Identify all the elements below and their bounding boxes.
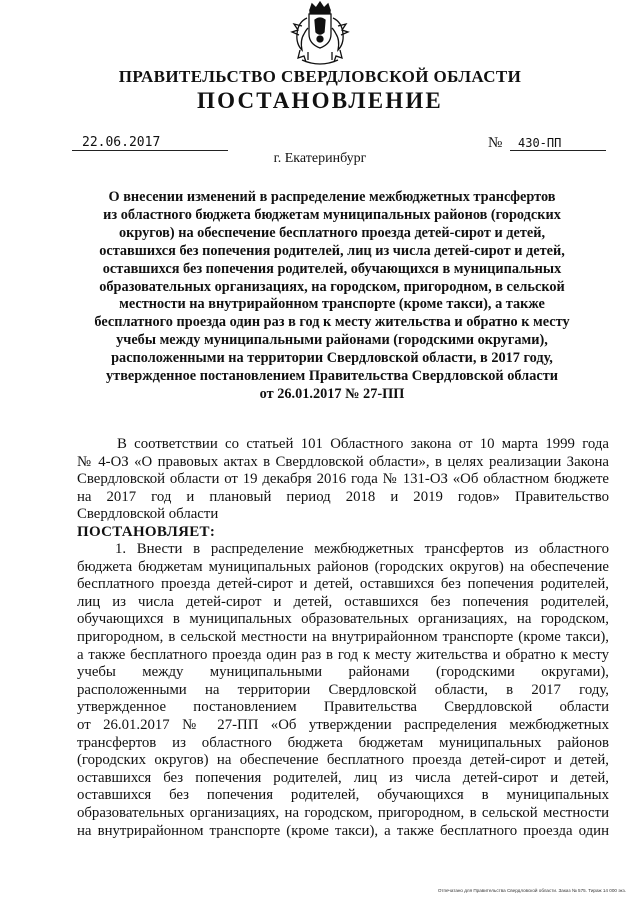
paragraph-line: Свердловской области bbox=[77, 506, 219, 523]
paragraph-line: а также бесплатного проезда один раз в год к месту жительства и обратно к месту bbox=[77, 646, 609, 663]
preamble-paragraph bbox=[77, 436, 609, 524]
heading-line: образовательных организациях, на городском, пригородном, в сельской bbox=[99, 278, 565, 295]
paragraph-line: оставшихся без попечения родителей, обучающихся в муниципальных bbox=[77, 787, 609, 804]
print-footer: Отпечатано для Правительства Свердловской области. Заказ № 575. Тираж 14 000 экз. bbox=[437, 888, 626, 893]
paragraph-line: бюджета бюджетам муниципальных районов (городских округов) на обеспечение bbox=[77, 558, 609, 575]
coat-of-arms-icon bbox=[288, 0, 352, 68]
number-label: № bbox=[488, 135, 503, 151]
city: г. Екатеринбург bbox=[273, 151, 367, 166]
document-type: ПОСТАНОВЛЕНИЕ bbox=[197, 88, 443, 113]
paragraph-line: расположенными на территории Свердловской области, в 2017 году, bbox=[77, 681, 609, 698]
item-1-paragraph bbox=[77, 541, 609, 840]
heading-line: бесплатного проезда один раз в год к месту жительства и обратно к месту bbox=[94, 314, 570, 331]
paragraph-line: от 26.01.2017 № 27-ПП «Об утверждении распределения межбюджетных bbox=[77, 716, 609, 733]
document-number: 430-ПП bbox=[510, 135, 606, 151]
paragraph-line: 1. Внести в распределение межбюджетных трансфертов из областного bbox=[115, 541, 609, 557]
paragraph-line: В соответствии со статьей 101 Областного закона от 10 марта 1999 года bbox=[117, 436, 609, 452]
government-title: ПРАВИТЕЛЬСТВО СВЕРДЛОВСКОЙ ОБЛАСТИ bbox=[118, 67, 522, 86]
heading-line: расположенными на территории Свердловской области, в 2017 году, bbox=[111, 350, 553, 367]
heading-line: оставшихся без попечения родителей, лиц из числа детей-сирот и детей, bbox=[99, 242, 565, 259]
heading-line: округов) на обеспечение бесплатного проезда детей-сирот и детей, bbox=[118, 224, 546, 241]
paragraph-line: образовательных организациях, на городском, пригородном, в сельской местности bbox=[77, 804, 609, 821]
heading-line: О внесении изменений в распределение межбюджетных трансфертов bbox=[108, 189, 556, 205]
paragraph-line: трансфертов из областного бюджета бюджетам муниципальных районов bbox=[77, 734, 609, 751]
paragraph-line: пригородном, в сельской местности на внутрирайонном транспорте (кроме такси), bbox=[77, 628, 609, 645]
heading-line: оставшихся без попечения родителей, обучающихся в муниципальных bbox=[102, 260, 562, 277]
resolves-heading: ПОСТАНОВЛЯЕТ: bbox=[77, 524, 216, 540]
paragraph-line: оставшихся без попечения родителей, лиц из числа детей-сирот и детей, bbox=[77, 769, 609, 786]
paragraph-line: (городских округов) на обеспечение бесплатного проезда детей-сирот и детей, bbox=[77, 752, 609, 769]
paragraph-line: Свердловской области от 19 декабря 2016 года № 131-ОЗ «Об областном бюджете bbox=[77, 471, 609, 488]
paragraph-line: лиц из числа детей-сирот и детей, оставшихся без попечения родителей, bbox=[77, 593, 609, 610]
paragraph-line: на 2017 год и плановый период 2018 и 2019 годов» Правительство bbox=[77, 488, 609, 505]
heading-line: утвержденное постановлением Правительства Свердловской области bbox=[106, 368, 558, 385]
heading-line: из областного бюджета бюджетам муниципальных районов (городских bbox=[103, 206, 561, 223]
heading-line: учебы между муниципальными районами (городскими округами), bbox=[116, 332, 548, 349]
document-date: 22.06.2017 bbox=[72, 135, 228, 151]
heading-line: местности на внутрирайонном транспорте (кроме такси), а также bbox=[119, 296, 545, 313]
paragraph-line: утвержденное постановлением Правительства Свердловской области bbox=[77, 699, 609, 716]
paragraph-line: № 4-ОЗ «О правовых актах в Свердловской области», в целях реализации Закона bbox=[77, 453, 609, 470]
document-heading bbox=[72, 189, 592, 404]
paragraph-line: на внутрирайонном транспорте (кроме такси), а также бесплатного проезда один bbox=[77, 822, 609, 839]
heading-line: от 26.01.2017 № 27-ПП bbox=[259, 385, 405, 402]
paragraph-line: обучающихся в муниципальных образовательных организациях, на городском, bbox=[77, 611, 609, 628]
paragraph-line: учебы между муниципальными районами (городскими округами), bbox=[77, 664, 609, 681]
paragraph-line: бесплатного проезда детей-сирот и детей, оставшихся без попечения родителей, bbox=[77, 576, 609, 593]
